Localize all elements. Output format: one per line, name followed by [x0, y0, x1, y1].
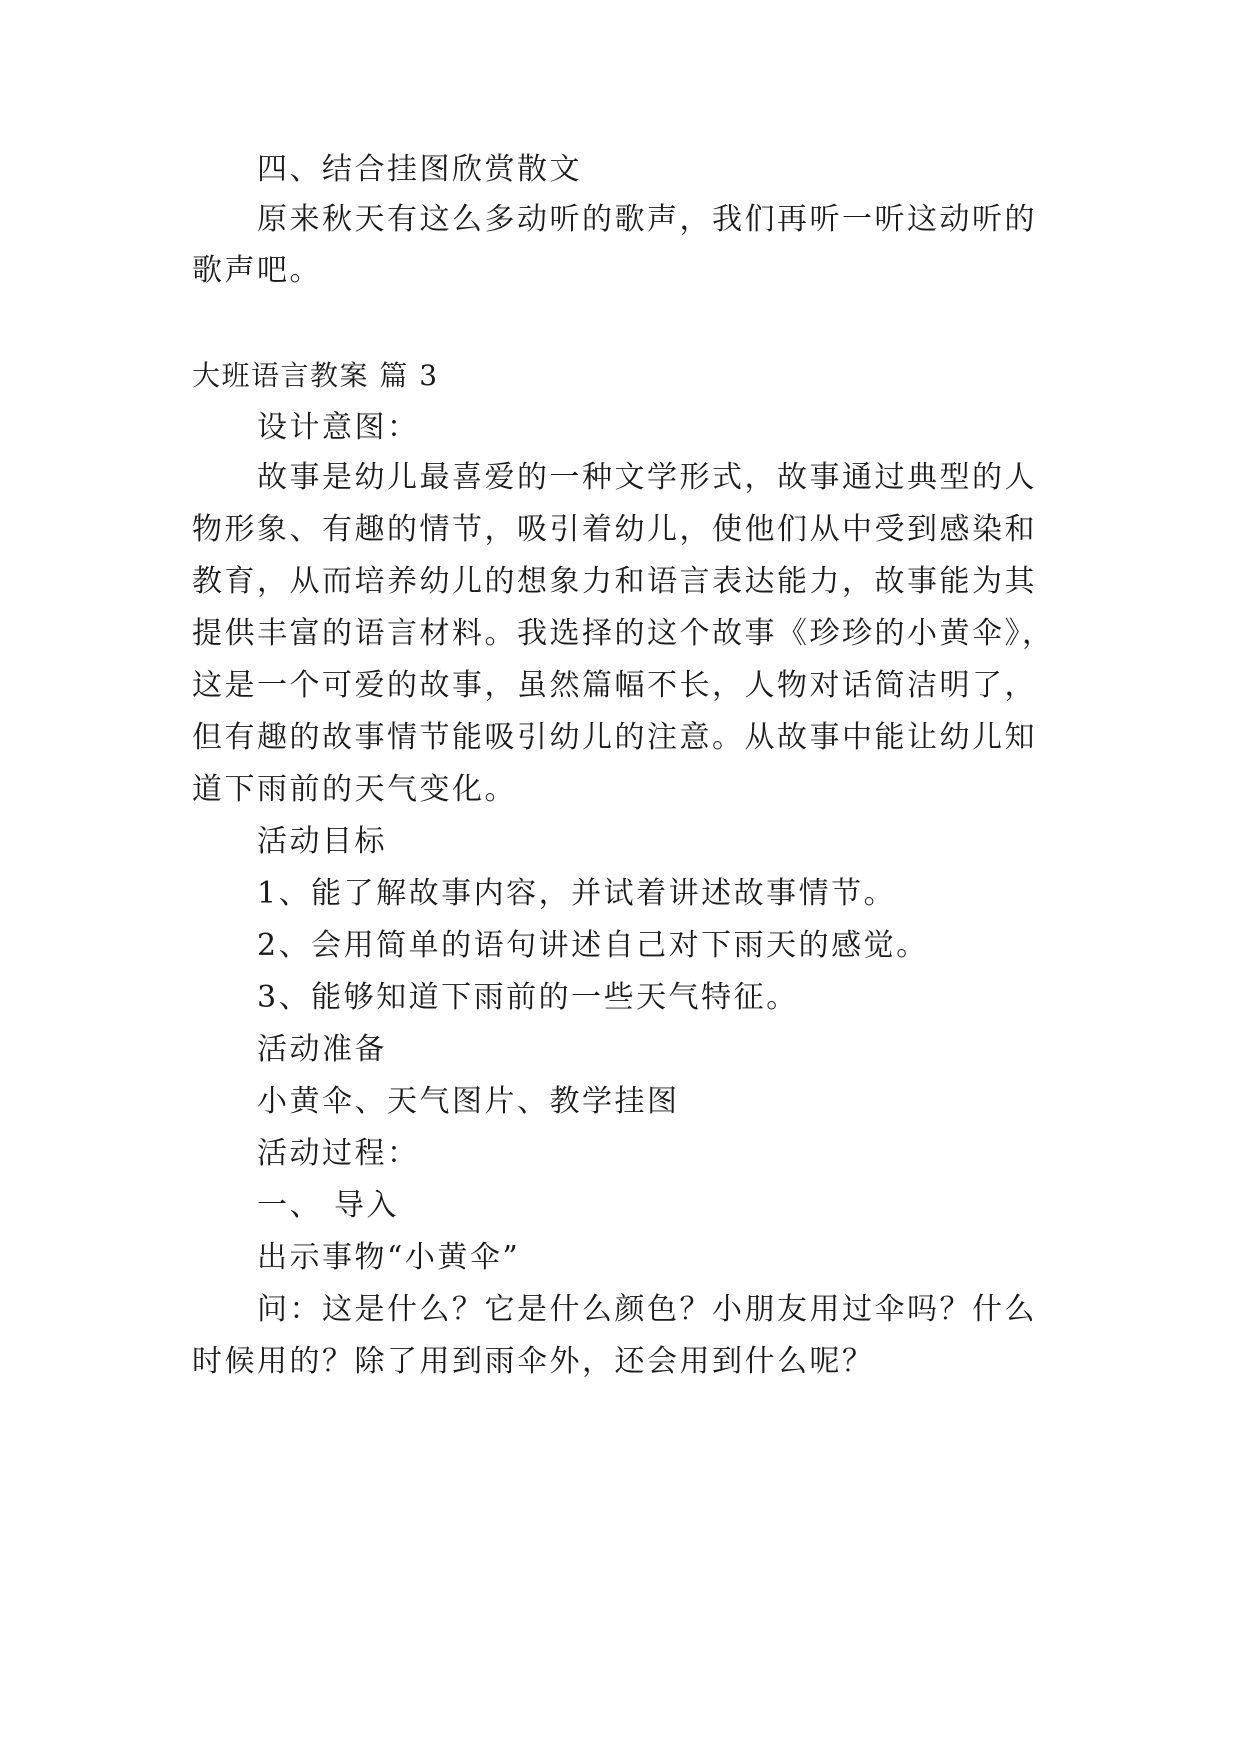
design-intent-label: 设计意图： — [257, 410, 420, 445]
paragraph-line: 出示事物“小黄伞” — [257, 1240, 521, 1275]
paragraph-line: 这是一个可爱的故事，虽然篇幅不长，人物对话简洁明了， — [192, 668, 1037, 703]
section-four-heading: 四、结合挂图欣赏散文 — [257, 152, 582, 187]
goal-item: 2、会用简单的语句讲述自己对下雨天的感觉。 — [257, 928, 929, 963]
preparation-items: 小黄伞、天气图片、教学挂图 — [257, 1084, 680, 1119]
paragraph-line: 但有趣的故事情节能吸引幼儿的注意。从故事中能让幼儿知 — [192, 720, 1037, 755]
paragraph-line: 原来秋天有这么多动听的歌声，我们再听一听这动听的 — [257, 202, 1037, 237]
paragraph-line: 歌声吧。 — [192, 253, 322, 288]
goal-item: 1、能了解故事内容，并试着讲述故事情节。 — [257, 876, 897, 911]
goals-label: 活动目标 — [257, 824, 387, 859]
goal-item: 3、能够知道下雨前的一些天气特征。 — [257, 980, 799, 1015]
paragraph-line: 问：这是什么？它是什么颜色？小朋友用过伞吗？什么 — [257, 1292, 1037, 1327]
paragraph-line: 提供丰富的语言材料。我选择的这个故事《珍珍的小黄伞》， — [192, 616, 1055, 651]
paragraph-line: 时候用的？除了用到雨伞外，还会用到什么呢？ — [192, 1344, 875, 1379]
preparation-label: 活动准备 — [257, 1032, 387, 1067]
paragraph-line: 物形象、有趣的情节，吸引着幼儿，使他们从中受到感染和 — [192, 512, 1037, 547]
paragraph-line: 故事是幼儿最喜爱的一种文学形式，故事通过典型的人 — [257, 460, 1037, 495]
article-title: 大班语言教案 篇 3 — [192, 359, 439, 392]
step-heading: 一、 导入 — [257, 1188, 400, 1223]
process-label: 活动过程： — [257, 1136, 420, 1171]
paragraph-line: 道下雨前的天气变化。 — [192, 772, 517, 807]
paragraph-line: 教育，从而培养幼儿的想象力和语言表达能力，故事能为其 — [192, 564, 1037, 599]
